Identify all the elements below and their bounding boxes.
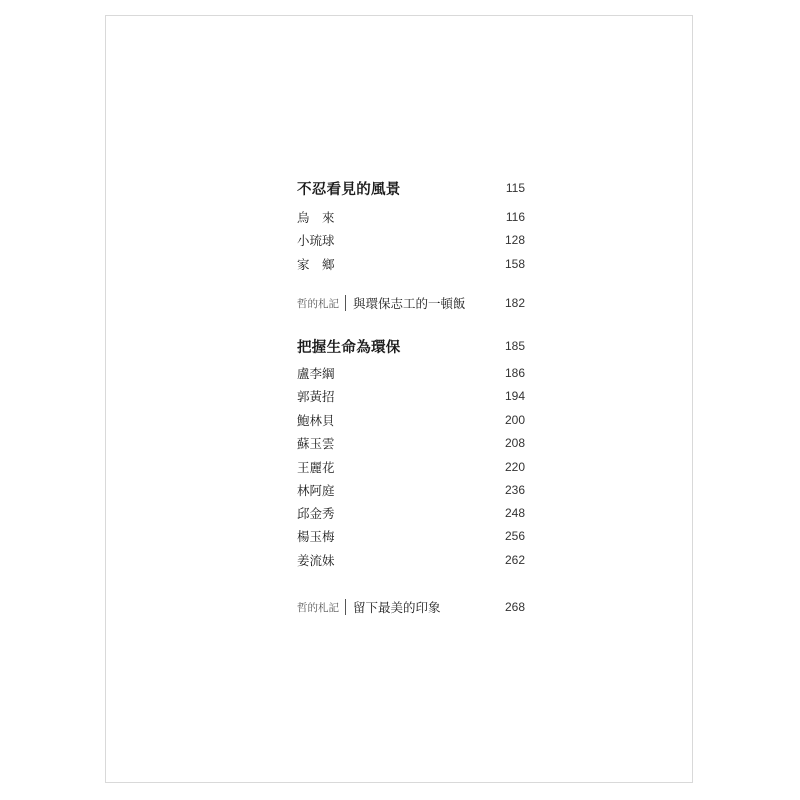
- page-number: 236: [504, 483, 525, 497]
- section-title: 把握生命為環保: [297, 339, 401, 356]
- page-number: 194: [504, 389, 525, 403]
- page-number: 182: [504, 296, 525, 310]
- page-number: 158: [504, 257, 525, 271]
- note-label-group: [297, 294, 466, 312]
- page-number: 128: [504, 233, 525, 247]
- page-number: 262: [504, 553, 525, 567]
- entry-title: 林阿庭: [297, 483, 335, 498]
- page-number: 185: [504, 339, 525, 353]
- note-tag: 哲的札記: [297, 297, 339, 310]
- note-title: 留下最美的印象: [353, 600, 441, 615]
- entry-title: 鮑林貝: [297, 413, 335, 428]
- divider: [345, 599, 346, 615]
- entry-title: 家 鄉: [297, 257, 335, 272]
- toc-entry[interactable]: [297, 550, 525, 570]
- toc-note-entry[interactable]: [297, 597, 525, 617]
- toc-note-entry[interactable]: [297, 293, 525, 313]
- toc-entry[interactable]: [297, 480, 525, 500]
- page-number: 200: [504, 413, 525, 427]
- toc-entry[interactable]: [297, 386, 525, 406]
- toc-entry[interactable]: [297, 457, 525, 477]
- page-number: 116: [505, 210, 525, 224]
- entry-title: 楊玉梅: [297, 529, 335, 544]
- toc-entry[interactable]: [297, 526, 525, 546]
- note-tag: 哲的札記: [297, 601, 339, 614]
- toc-entry[interactable]: [297, 503, 525, 523]
- toc-entry[interactable]: [297, 254, 525, 274]
- page-number: 208: [504, 436, 525, 450]
- page-number: 220: [504, 460, 525, 474]
- entry-title: 蘇玉雲: [297, 436, 335, 451]
- toc-entry[interactable]: [297, 207, 525, 227]
- section-heading[interactable]: [297, 178, 525, 198]
- section-title: 不忍看見的風景: [297, 181, 401, 198]
- note-label-group: [297, 598, 441, 616]
- section-heading[interactable]: [297, 336, 525, 356]
- toc-entry[interactable]: [297, 410, 525, 430]
- toc-entry[interactable]: [297, 363, 525, 383]
- toc-entry[interactable]: [297, 230, 525, 250]
- page-number: 115: [505, 181, 525, 195]
- page-number: 256: [504, 529, 525, 543]
- page-number: 268: [504, 600, 525, 614]
- entry-title: 烏 來: [297, 210, 335, 225]
- note-title: 與環保志工的一頓飯: [353, 296, 466, 311]
- divider: [345, 295, 346, 311]
- page-number: 186: [504, 366, 525, 380]
- entry-title: 郭黃招: [297, 389, 335, 404]
- toc-entry[interactable]: [297, 433, 525, 453]
- entry-title: 盧李綱: [297, 366, 335, 381]
- entry-title: 小琉球: [297, 233, 335, 248]
- entry-title: 邱金秀: [297, 506, 335, 521]
- entry-title: 姜流妹: [297, 553, 335, 568]
- entry-title: 王麗花: [297, 460, 335, 475]
- page-number: 248: [504, 506, 525, 520]
